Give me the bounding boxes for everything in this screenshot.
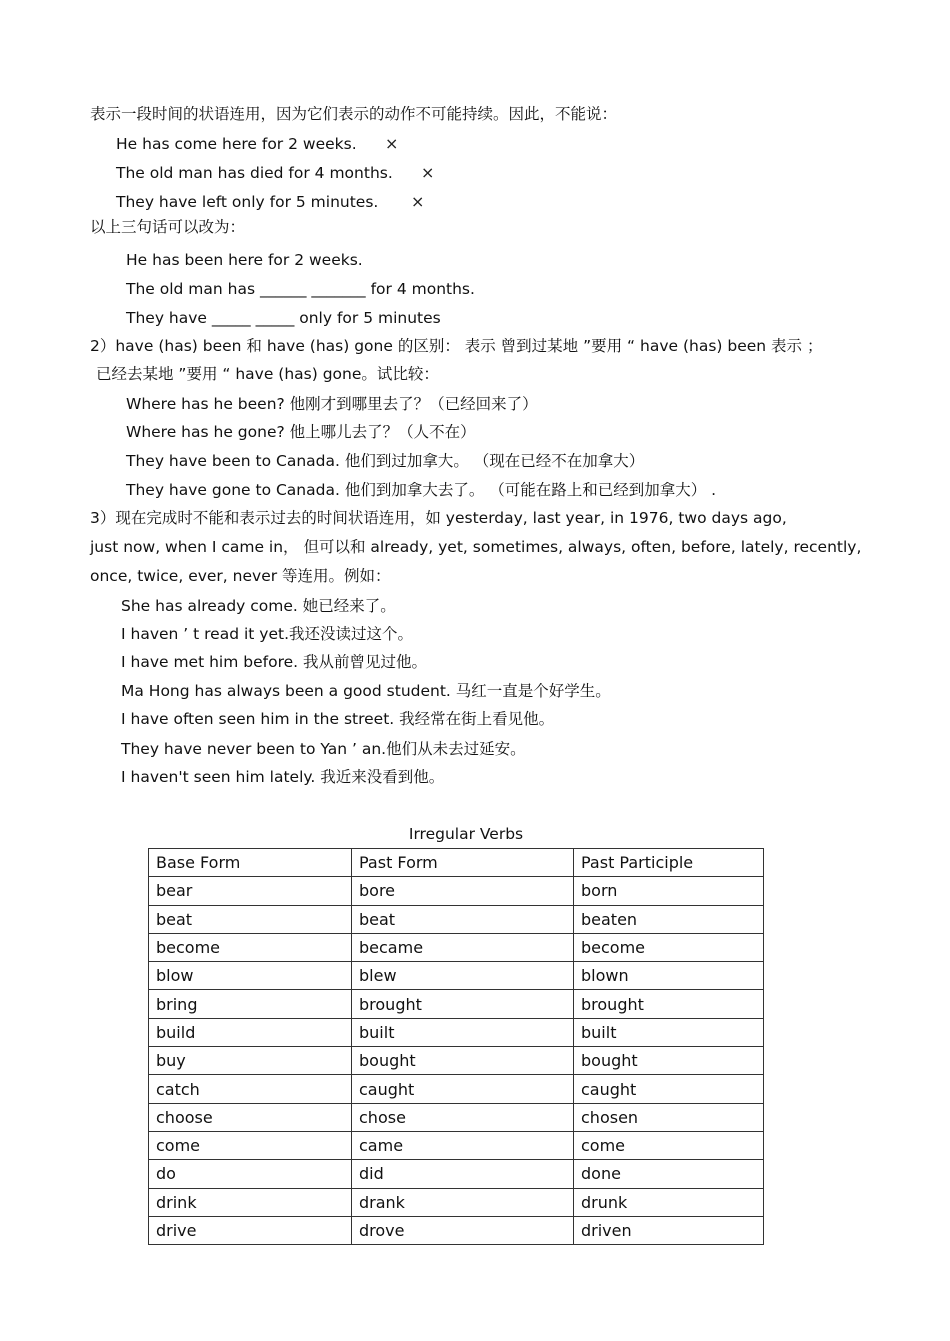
table-row [149,877,764,905]
table-row [149,1188,764,1216]
base-form-cell: bear [149,877,352,905]
base-form-cell: drive [149,1216,352,1244]
corrected-sentence: They have _____ _____ only for 5 minutes [126,309,441,327]
example-sentence: They have been to Canada. 他们到过加拿大。 （现在已经不在加拿大） [126,452,645,470]
past-form-cell: built [352,1018,574,1046]
table-header-row [149,849,764,877]
past-participle-cell: caught [574,1075,764,1103]
table-row [149,933,764,961]
past-form-cell: drank [352,1188,574,1216]
past-participle-cell: chosen [574,1103,764,1131]
past-form-cell: drove [352,1216,574,1244]
example-sentence: Where has he been? 他刚才到哪里去了？（已经回来了） [126,395,538,413]
section2-para: 已经去某地 ”要用 “ have (has) gone。试比较： [96,365,439,383]
past-participle-cell: built [574,1018,764,1046]
past-form-cell: did [352,1160,574,1188]
table-row [149,1047,764,1075]
past-form-cell: beat [352,905,574,933]
table-row [149,1131,764,1159]
wrong-sentence: He has come here for 2 weeks. [116,135,357,153]
past-participle-cell: born [574,877,764,905]
past-participle-cell: blown [574,962,764,990]
past-participle-cell: brought [574,990,764,1018]
section2-para: 2）have (has) been 和 have (has) gone 的区别： 表示 曾到过某地 ”要用 “ have (has) been 表示 ； [90,337,823,355]
example-sentence: I have met him before. 我从前曾见过他。 [121,653,427,671]
section3-para: just now, when I came in， 但可以和 already, yet, sometimes, always, often, before, lately, recently, [90,538,862,556]
table-row [149,1160,764,1188]
base-form-cell: come [149,1131,352,1159]
base-form-cell: become [149,933,352,961]
example-sentence: I have often seen him in the street. 我经常在街上看见他。 [121,710,555,728]
base-form-cell: buy [149,1047,352,1075]
corrected-sentence: He has been here for 2 weeks. [126,251,363,269]
past-participle-cell: beaten [574,905,764,933]
past-form-cell: became [352,933,574,961]
header-past-participle: Past Participle [574,849,764,877]
table-row [149,1075,764,1103]
section3-para: 3）现在完成时不能和表示过去的时间状语连用，如 yesterday, last year, in 1976, two days ago, [90,509,787,527]
past-participle-cell: bought [574,1047,764,1075]
past-form-cell: bought [352,1047,574,1075]
base-form-cell: build [149,1018,352,1046]
change-line: 以上三句话可以改为： [90,218,246,236]
past-form-cell: caught [352,1075,574,1103]
base-form-cell: bring [149,990,352,1018]
past-participle-cell: come [574,1131,764,1159]
example-sentence: She has already come. 她已经来了。 [121,597,396,615]
table-row [149,1018,764,1046]
cross-mark-icon: × [411,192,425,211]
base-form-cell: catch [149,1075,352,1103]
past-form-cell: chose [352,1103,574,1131]
past-form-cell: brought [352,990,574,1018]
table-row [149,905,764,933]
cross-mark-icon: × [421,163,435,182]
past-participle-cell: driven [574,1216,764,1244]
table-title: Irregular Verbs [408,825,524,843]
past-participle-cell: done [574,1160,764,1188]
example-sentence: They have gone to Canada. 他们到加拿大去了。 （可能在路上和已经到加拿大） . [126,481,717,499]
table-row [149,1103,764,1131]
past-form-cell: blew [352,962,574,990]
base-form-cell: beat [149,905,352,933]
past-form-cell: bore [352,877,574,905]
example-sentence: I haven't seen him lately. 我近来没看到他。 [121,768,445,786]
base-form-cell: choose [149,1103,352,1131]
section3-para: once, twice, ever, never 等连用。例如： [90,567,391,585]
header-past-form: Past Form [352,849,574,877]
header-base-form: Base Form [149,849,352,877]
example-sentence: They have never been to Yan ’ an.他们从未去过延安。 [121,740,526,758]
table-row [149,990,764,1018]
intro-line: 表示一段时间的状语连用，因为它们表示的动作不可能持续。因此，不能说： [90,105,618,123]
example-sentence: I haven ’ t read it yet.我还没读过这个。 [121,625,413,643]
example-sentence: Where has he gone? 他上哪儿去了？（人不在） [126,423,476,441]
table-row [149,962,764,990]
cross-mark-icon: × [385,134,399,153]
base-form-cell: do [149,1160,352,1188]
example-sentence: Ma Hong has always been a good student. 马红一直是个好学生。 [121,682,611,700]
corrected-sentence: The old man has ______ _______ for 4 months. [126,280,475,298]
wrong-sentence: The old man has died for 4 months. [116,164,393,182]
past-form-cell: came [352,1131,574,1159]
irregular-verbs-table [148,848,764,1245]
table-row [149,1216,764,1244]
base-form-cell: blow [149,962,352,990]
wrong-sentence: They have left only for 5 minutes. [116,193,379,211]
past-participle-cell: drunk [574,1188,764,1216]
past-participle-cell: become [574,933,764,961]
base-form-cell: drink [149,1188,352,1216]
